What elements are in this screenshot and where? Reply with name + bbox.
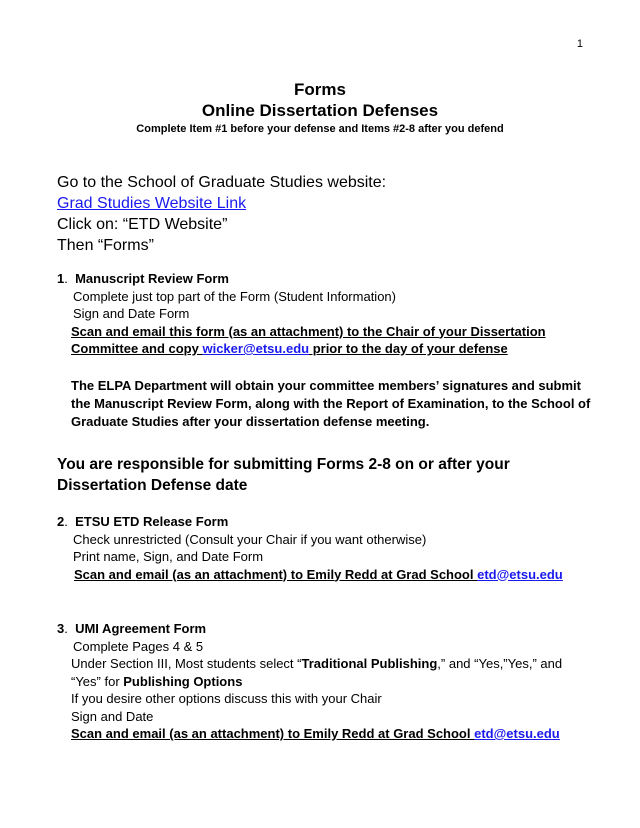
email-instruction: Scan and email this form (as an attachment) to the Chair of your Dissertation <box>71 323 546 339</box>
instruction-line: Sign and Date <box>71 708 154 724</box>
page-subtitle: Online Dissertation Defenses <box>201 101 439 120</box>
responsibility-heading: You are responsible for submitting Forms 2-8 on or after your Dissertation Defense date <box>57 456 510 494</box>
instruction-note: Complete Item #1 before your defense and Items #2-8 after you defend <box>136 123 504 135</box>
item-2-section <box>57 513 597 583</box>
instruction-line: Print name, Sign, and Date Form <box>73 549 264 564</box>
email-instruction: Scan and email (as an attachment) to Emily Redd at Grad School etd@etsu.edu <box>71 726 560 741</box>
email-link[interactable]: wicker@etsu.edu <box>202 341 310 356</box>
item-1-heading: 1. Manuscript Review Form <box>57 271 229 286</box>
item-2-heading: 2. ETSU ETD Release Form <box>57 514 229 529</box>
email-link[interactable]: etd@etsu.edu <box>474 726 560 741</box>
elpa-note: The ELPA Department will obtain your committee members’ signatures and submit the Manuscript Review Form, along with the Report of Examination, to the School of Graduate Studies after your dissertation defense meeting. <box>71 378 591 429</box>
instruction-line: If you desire other options discuss this with your Chair <box>71 691 382 706</box>
instruction-line: “Yes” for Publishing Options <box>71 673 243 689</box>
instruction-line: Under Section III, Most students select “Traditional Publishing,” and “Yes,”Yes,” and <box>71 656 563 671</box>
intro-block <box>57 172 386 256</box>
instruction-line: Complete Pages 4 & 5 <box>73 638 204 654</box>
email-instruction: Scan and email (as an attachment) to Emily Redd at Grad School etd@etsu.edu <box>74 566 563 582</box>
intro-line: Go to the School of Graduate Studies website: <box>57 174 387 191</box>
item-3-heading: 3. UMI Agreement Form <box>57 621 207 636</box>
email-instruction: Committee and copy wicker@etsu.edu prior to the day of your defense <box>71 341 508 356</box>
instruction-line: Sign and Date Form <box>73 306 190 321</box>
instruction-line: Check unrestricted (Consult your Chair if you want otherwise) <box>73 531 427 547</box>
intro-line: Then “Forms” <box>57 237 154 254</box>
page-title: Forms <box>294 80 346 99</box>
intro-line: Click on: “ETD Website” <box>57 216 228 233</box>
grad-studies-link[interactable]: Grad Studies Website Link <box>57 195 247 212</box>
item-3-section <box>57 620 597 743</box>
instruction-line: Complete just top part of the Form (Student Information) <box>73 288 396 304</box>
item-1-section <box>57 270 587 358</box>
page-number: 1 <box>576 38 583 50</box>
email-link[interactable]: etd@etsu.edu <box>477 566 563 582</box>
